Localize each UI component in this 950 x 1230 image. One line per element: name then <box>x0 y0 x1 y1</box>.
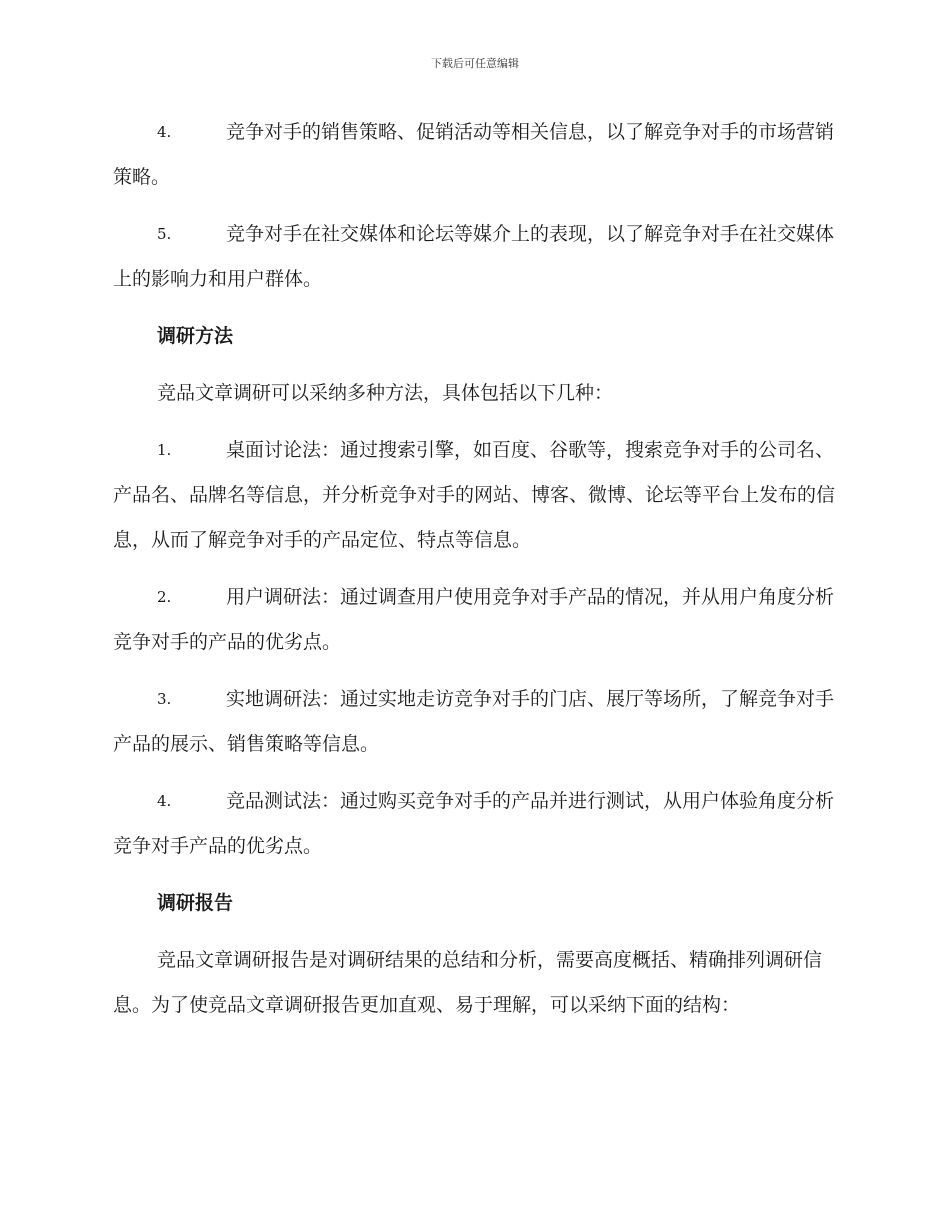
list-item <box>113 428 837 563</box>
list-text: 竞争对手在社交媒体和论坛等媒介上的表现，以了解竞争对手在社交媒体上的影响力和用户群体。 <box>113 223 835 290</box>
page-header: 下载后可任意编辑 <box>431 57 519 70</box>
list-item <box>113 677 837 767</box>
document-body <box>113 110 837 1040</box>
list-number: 1. <box>157 441 172 459</box>
list-item <box>113 212 837 302</box>
list-text: 用户调研法：通过调查用户使用竞争对手产品的情况，并从用户角度分析竞争对手的产品的优劣点。 <box>113 586 835 653</box>
list-number: 2. <box>157 588 172 606</box>
section-heading-methods: 调研方法 <box>157 325 234 347</box>
section-heading-report: 调研报告 <box>157 892 234 914</box>
list-number: 4. <box>157 792 172 810</box>
list-item <box>113 110 837 200</box>
list-text: 实地调研法：通过实地走访竞争对手的门店、展厅等场所，了解竞争对手产品的展示、销售策略等信息。 <box>113 688 835 755</box>
paragraph-report: 竞品文章调研报告是对调研结果的总结和分析，需要高度概括、精确排列调研信息。为了使竞品文章调研报告更加直观、易于理解，可以采纳下面的结构： <box>113 949 823 1016</box>
paragraph-methods-intro: 竞品文章调研可以采纳多种方法，具体包括以下几种： <box>157 382 614 404</box>
list-text: 竞争对手的销售策略、促销活动等相关信息，以了解竞争对手的市场营销策略。 <box>113 121 835 188</box>
list-number: 5. <box>157 225 172 243</box>
list-number: 3. <box>157 690 172 708</box>
list-item <box>113 779 837 869</box>
list-number: 4. <box>157 123 172 141</box>
list-text: 桌面讨论法：通过搜索引擎，如百度、谷歌等，搜索竞争对手的公司名、产品名、品牌名等信息，并分析竞争对手的网站、博客、微博、论坛等平台上发布的信息，从而了解竞争对手的产品定位、特点等信息。 <box>113 439 836 551</box>
list-item <box>113 575 837 665</box>
list-text: 竞品测试法：通过购买竞争对手的产品并进行测试，从用户体验角度分析竞争对手产品的优劣点。 <box>113 790 835 857</box>
